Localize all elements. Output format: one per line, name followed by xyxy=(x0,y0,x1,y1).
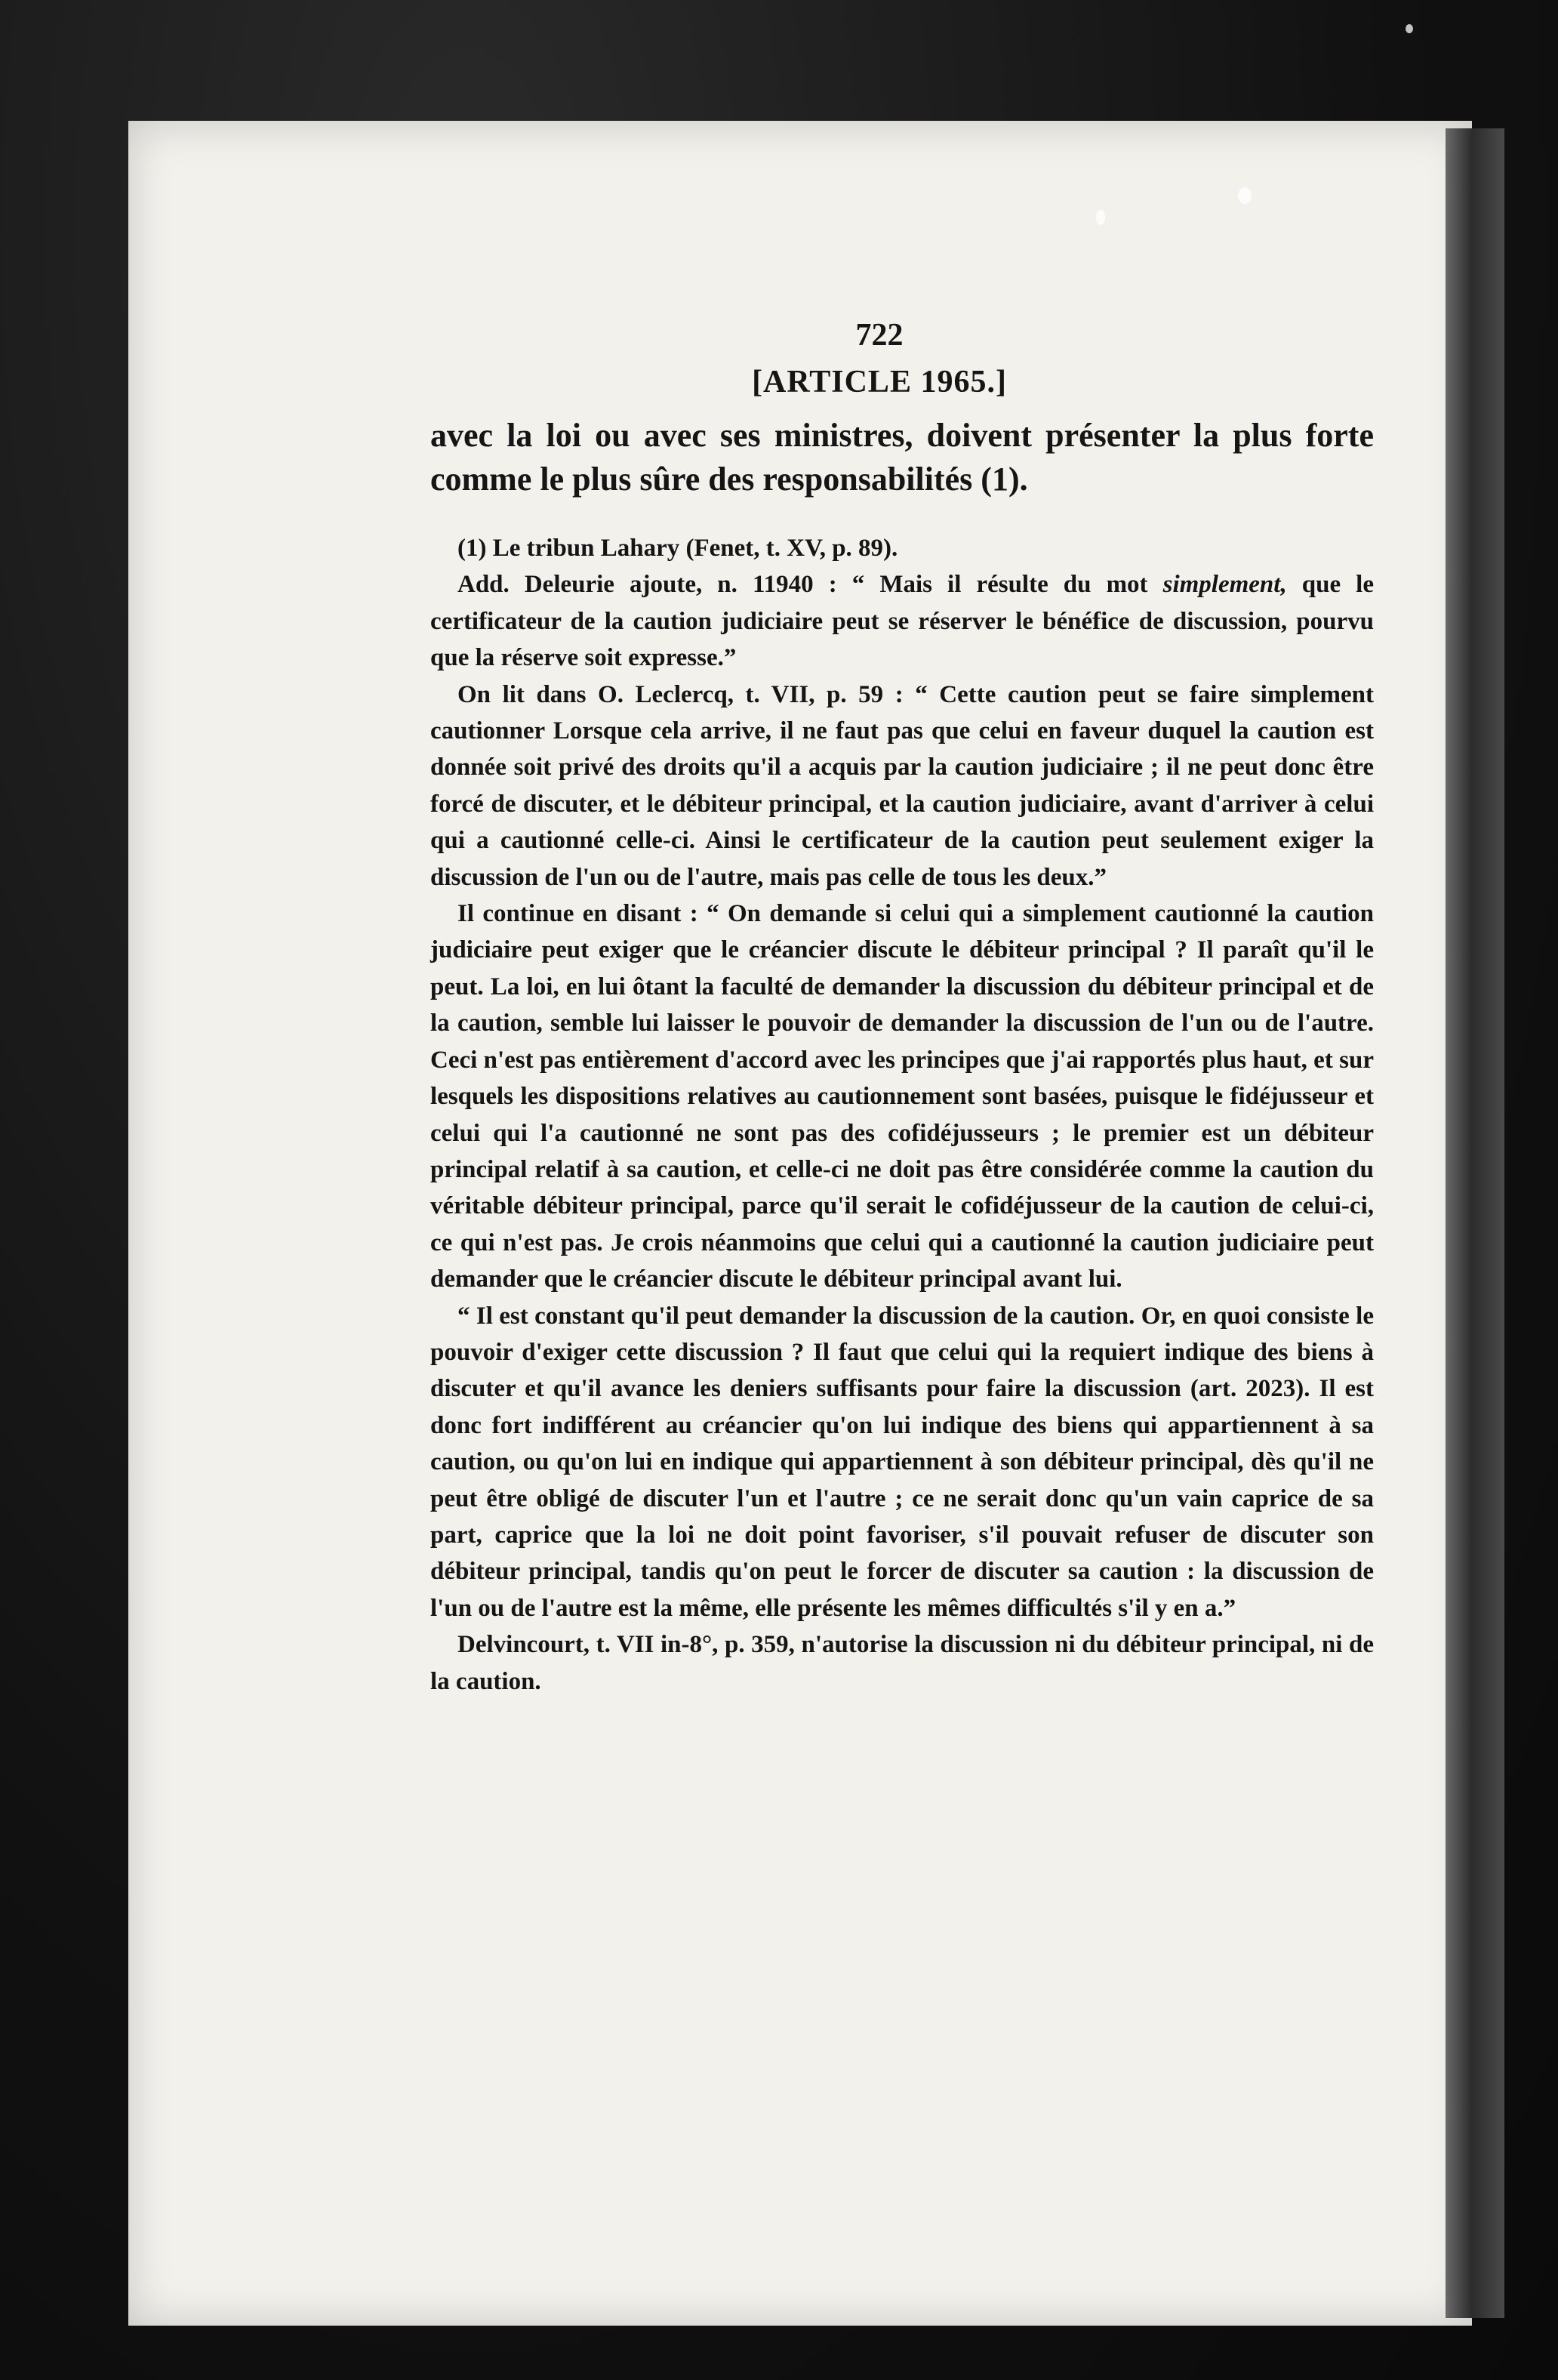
italic-word: simplement, xyxy=(1162,571,1287,599)
dust-speck xyxy=(1238,187,1252,204)
main-paragraph: avec la loi ou avec ses ministres, doivent présenter la plus forte comme le plus sûre des responsabilités (1). xyxy=(430,417,1374,498)
footnote-continuation: Il continue en disant : “ On demande si celui qui a simplement cautionné la caution judiciaire peut exiger que le créancier discute le débiteur principal ? Il paraît qu'il le peut. La loi, en lui ôtant la faculté de demander la discussion du débiteur principal et de la caution, semble lui laisser le pouvoir de demander la discussion de l'un ou de l'autre. Ceci n'est pas entièrement d'accord avec les principes que j'ai rapportés plus haut, et sur lesquels les dispositions relatives au cautionnement sont basées, puisque le fidéjusseur et celui qui l'a cautionné ne sont pas des cofidéjusseurs ; le premier est un débiteur principal relatif à sa caution, et celle-ci ne doit pas être considérée comme la caution du véritable débiteur principal, parce qu'il serait le cofidéjusseur de la caution de celui-ci, ce qui n'est pas. Je crois néanmoins que celui qui a cautionné la caution judiciaire peut demander que le créancier discute le débiteur principal avant lui. xyxy=(430,900,1374,1293)
page-number: 722 xyxy=(855,318,904,353)
dust-speck xyxy=(1406,24,1413,33)
page-text xyxy=(430,317,1374,1700)
footnote-add-deleurie: Add. Deleurie ajoute, n. 11940 : “ Mais il résulte du mot simplement, que le certificateur de la caution judiciaire peut se réserver le bénéfice de discussion, pourvu que la réserve soit expresse.” xyxy=(430,571,1374,672)
footnote-leclercq: On lit dans O. Leclercq, t. VII, p. 59 : “ Cette caution peut se faire simplement cautionner Lorsque cela arrive, il ne faut pas que celui en faveur duquel la caution est donnée soit privé des droits qu'il a acquis par la caution judiciaire ; il ne peut donc être forcé de discuter, et le débiteur principal, et la caution judiciaire, avant d'arriver à celui qui a cautionné celle-ci. Ainsi le certificateur de la caution peut seulement exiger la discussion de l'un ou de l'autre, mais pas celle de tous les deux.” xyxy=(430,680,1374,891)
footnote-discussion: “ Il est constant qu'il peut demander la discussion de la caution. Or, en quoi consiste le pouvoir d'exiger cette discussion ? Il faut que celui qui la requiert indique des biens à discuter et qu'il avance les deniers suffisants pour faire la discussion (art. 2023). Il est donc fort indifférent au créancier qu'on lui indique des biens qui appartiennent à sa caution, ou qu'on lui en indique qui appartiennent à son débiteur principal, dès qu'il ne peut être obligé de discuter l'un et l'autre ; ce ne serait donc qu'un vain caprice de sa part, caprice que la loi ne doit point favoriser, s'il pouvait refuser de discuter son débiteur principal, tandis qu'on peut le forcer de discuter sa caution : la discussion de l'un ou de l'autre est la même, elle présente les mêmes difficultés s'il y en a.” xyxy=(430,1302,1374,1622)
dust-speck xyxy=(1096,210,1105,225)
footnote-1: (1) Le tribun Lahary (Fenet, t. XV, p. 89). xyxy=(457,535,898,562)
footnote-delvincourt: Delvincourt, t. VII in-8°, p. 359, n'autorise la discussion ni du débiteur principal, ni de la caution. xyxy=(430,1631,1374,1695)
book-binding-edge xyxy=(1446,128,1504,2318)
running-header: [ARTICLE 1965.] xyxy=(752,365,1007,399)
